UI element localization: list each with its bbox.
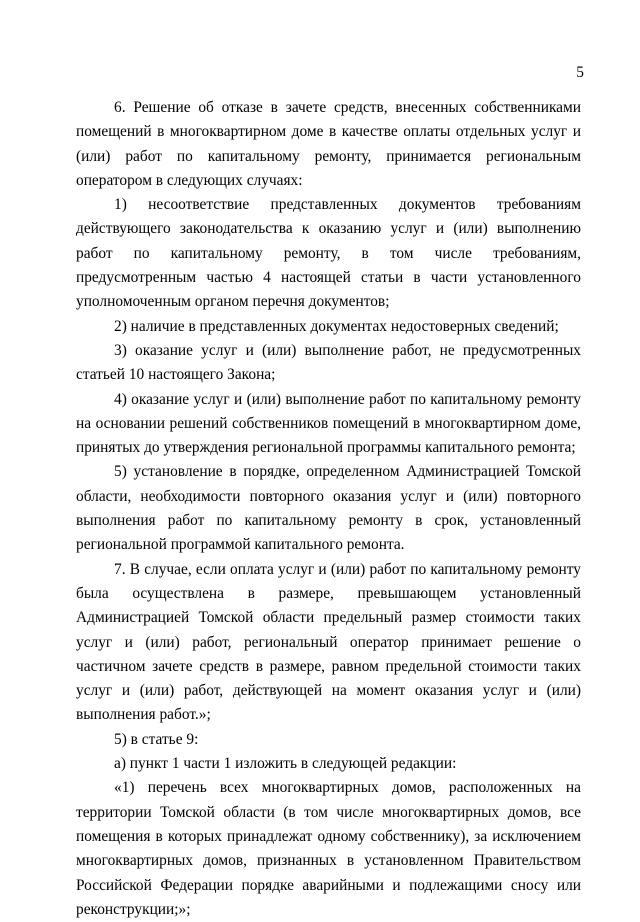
paragraph-item-5: 5) установление в порядке, определенном Администрацией Томской области, необходимости повторного оказания услуг и (или) повторного выполнения работ по капитальному ремонту в срок, установленный региональной программой капитального ремонта. (76, 463, 581, 554)
paragraph-item-3: 3) оказание услуг и (или) выполнение работ, не предусмотренных статьей 10 настоящего Закона; (76, 341, 581, 384)
page-number: 5 (576, 64, 584, 81)
paragraph-item-1: 1) несоответствие представленных документов требованиям действующего законодательства к оказанию услуг и (или) выполнению работ по капитальному ремонту, в том числе требованиям, предусмотренным частью 4 настоящей статьи в части установленного уполномоченным органом перечня документов; (76, 196, 581, 311)
paragraph-7-partial-offset: 7. В случае, если оплата услуг и (или) работ по капитальному ремонту была осуществлена в размере, превышающем установленный Администрацией Томской области предельный размер стоимости таких услуг и (или) работ, региональный оператор принимает решение о частичном зачете средств в размере, равном предельной стоимости таких услуг и (или) работ, действующей на момент оказания услуг и (или) выполнения работ.»; (76, 560, 581, 724)
paragraph-article-9-heading: 5) в статье 9: (114, 730, 199, 748)
paragraph-6-refusal-conditions: 6. Решение об отказе в зачете средств, внесенных собственниками помещений в многоквартирном доме в качестве оплаты отдельных услуг и (или) работ по капитальному ремонту, принимается региональным оператором в следующих случаях: (76, 99, 581, 189)
paragraph-quoted-amendment: «1) перечень всех многоквартирных домов, расположенных на территории Томской области (в том числе многоквартирных домов, все помещения в которых принадлежат одному собственнику), за исключением многоквартирных домов, признанных в установленном Правительством Российской Федерации порядке аварийными и подлежащими сносу или реконструкции;»; (76, 779, 581, 918)
paragraph-item-4: 4) оказание услуг и (или) выполнение работ по капитальному ремонту на основании решений собственников помещений в многоквартирном доме, принятых до утверждения региональной программы капитального ремонта; (76, 390, 581, 457)
document-body (76, 96, 581, 922)
paragraph-subitem-a: а) пункт 1 части 1 изложить в следующей редакции: (114, 755, 457, 773)
paragraph-item-2: 2) наличие в представленных документах недостоверных сведений; (114, 317, 559, 335)
